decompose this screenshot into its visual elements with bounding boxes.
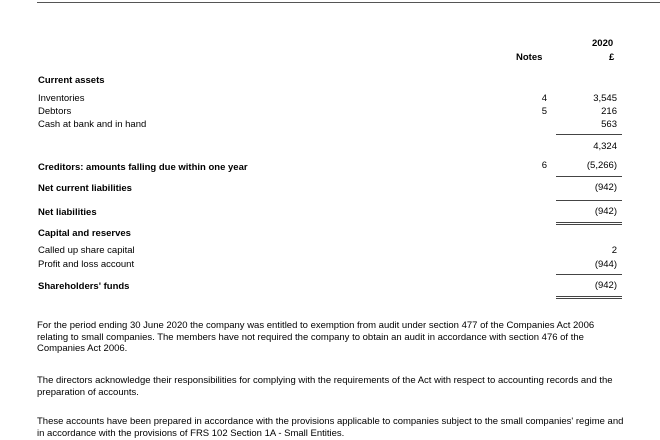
creditors-rule [556,176,622,177]
small-companies-regime-paragraph: These accounts have been prepared in accordance with the provisions applicable to companies subject to the small companies' regime and in accordance with the provisions of FRS 102 Section 1A - Small Entities. [37,416,624,439]
top-rule [37,2,660,3]
shareholders-double-rule-1 [556,296,622,297]
net-current-liabilities-label: Net current liabilities [38,183,132,194]
debtors-label: Debtors [38,106,72,117]
directors-responsibility-paragraph: The directors acknowledge their responsibilities for complying with the requirements of the Act with respect to accounting records and the preparation of accounts. [37,375,613,398]
audit-exemption-paragraph: For the period ending 30 June 2020 the company was entitled to exemption from audit under section 477 of the Companies Act 2006 relating to small companies. The members have not required the company to obtain an audit in accordance with section 476 of the Companies Act 2006. [37,320,595,354]
share-capital-label: Called up share capital [38,245,135,256]
currency-header: £ [609,52,615,63]
subtotal-rule [556,134,622,135]
net-liabilities-label: Net liabilities [38,207,97,218]
notes-header: Notes [516,52,543,63]
creditors-label: Creditors: amounts falling due within one year [38,162,248,173]
shareholders-double-rule-2 [556,298,622,299]
net-liabilities-double-rule-2 [556,224,622,225]
cash-value: 563 [601,119,617,130]
debtors-value: 216 [601,106,617,117]
current-assets-subtotal: 4,324 [593,141,617,152]
profit-loss-value: (944) [594,259,617,270]
inventories-value: 3,545 [593,93,617,104]
ncl-rule [556,200,622,201]
profit-loss-label: Profit and loss account [38,259,135,270]
net-liabilities-double-rule-1 [556,222,622,223]
creditors-value: (5,266) [586,160,617,171]
current-assets-heading: Current assets [38,75,105,86]
net-current-liabilities-value: (942) [594,182,617,193]
net-liabilities-value: (942) [594,206,617,217]
share-capital-value: 2 [611,245,617,256]
inventories-label: Inventories [38,93,85,104]
capital-reserves-heading: Capital and reserves [38,228,131,239]
shareholders-funds-label: Shareholders' funds [38,281,130,292]
debtors-note: 5 [541,106,547,117]
year-header: 2020 [592,38,614,49]
cash-label: Cash at bank and in hand [38,119,147,130]
creditors-note: 6 [541,160,547,171]
shareholders-funds-value: (942) [594,280,617,291]
reserves-rule [556,274,622,275]
inventories-note: 4 [541,93,547,104]
